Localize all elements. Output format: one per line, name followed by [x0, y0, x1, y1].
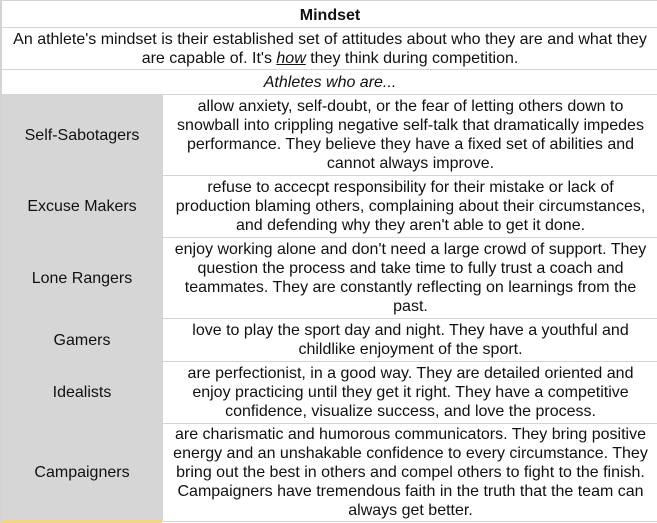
table-row [2, 319, 657, 362]
table-row [2, 362, 657, 424]
intro-row [2, 28, 657, 70]
type-description-cell[interactable]: allow anxiety, self-doubt, or the fear of letting others down to snowball into crippling negative self-talk that dramatically impedes performance. They believe they have a fixed set of abilities and cannot always improve. [163, 95, 657, 176]
subtitle-row [2, 70, 657, 95]
type-description-cell[interactable]: are perfectionist, in a good way. They are detailed oriented and enjoy practicing until they get it right. They have a competitive confidence, visualize success, and love the process. [163, 362, 657, 424]
table-row [2, 238, 657, 319]
type-description-cell[interactable]: love to play the sport day and night. They have a youthful and childlike enjoyment of the sport. [163, 319, 657, 362]
table-row [2, 176, 657, 238]
intro-text-before: An athlete's mindset is their established set of attitudes about who they are and what they are capable of. It's [13, 30, 647, 67]
mindset-table [1, 0, 657, 522]
type-description-cell[interactable]: are charismatic and humorous communicators. They bring positive energy and an unshakable confidence to every circumstance. They bring out the best in others and compel others to fight to the finish. Campaigners have tremendous faith in the truth that the team can always get better. [163, 424, 657, 522]
type-label-cell[interactable]: Self-Sabotagers [2, 95, 163, 176]
table-row [2, 95, 657, 176]
type-description-cell[interactable]: refuse to accecpt responsibility for their mistake or lack of production blaming others, complaining about their circumstances, and defending why they aren't able to get it done. [163, 176, 657, 238]
intro-text-after: they think during competition. [305, 49, 519, 67]
intro-text-emphasis: how [276, 49, 306, 67]
subtitle-cell[interactable]: Athletes who are... [2, 70, 657, 95]
intro-cell[interactable] [2, 28, 657, 70]
page-title[interactable]: Mindset [2, 1, 657, 28]
type-label-cell[interactable]: Campaigners [2, 424, 163, 522]
type-label-cell[interactable]: Idealists [2, 362, 163, 424]
type-label-cell[interactable]: Lone Rangers [2, 238, 163, 319]
table-row [2, 424, 657, 522]
type-description-cell[interactable]: enjoy working alone and don't need a large crowd of support. They question the process and take time to fully trust a coach and teammates. They are constantly reflecting on learnings from the past. [163, 238, 657, 319]
type-label-cell[interactable]: Gamers [2, 319, 163, 362]
title-row [2, 1, 657, 28]
type-label-cell[interactable]: Excuse Makers [2, 176, 163, 238]
